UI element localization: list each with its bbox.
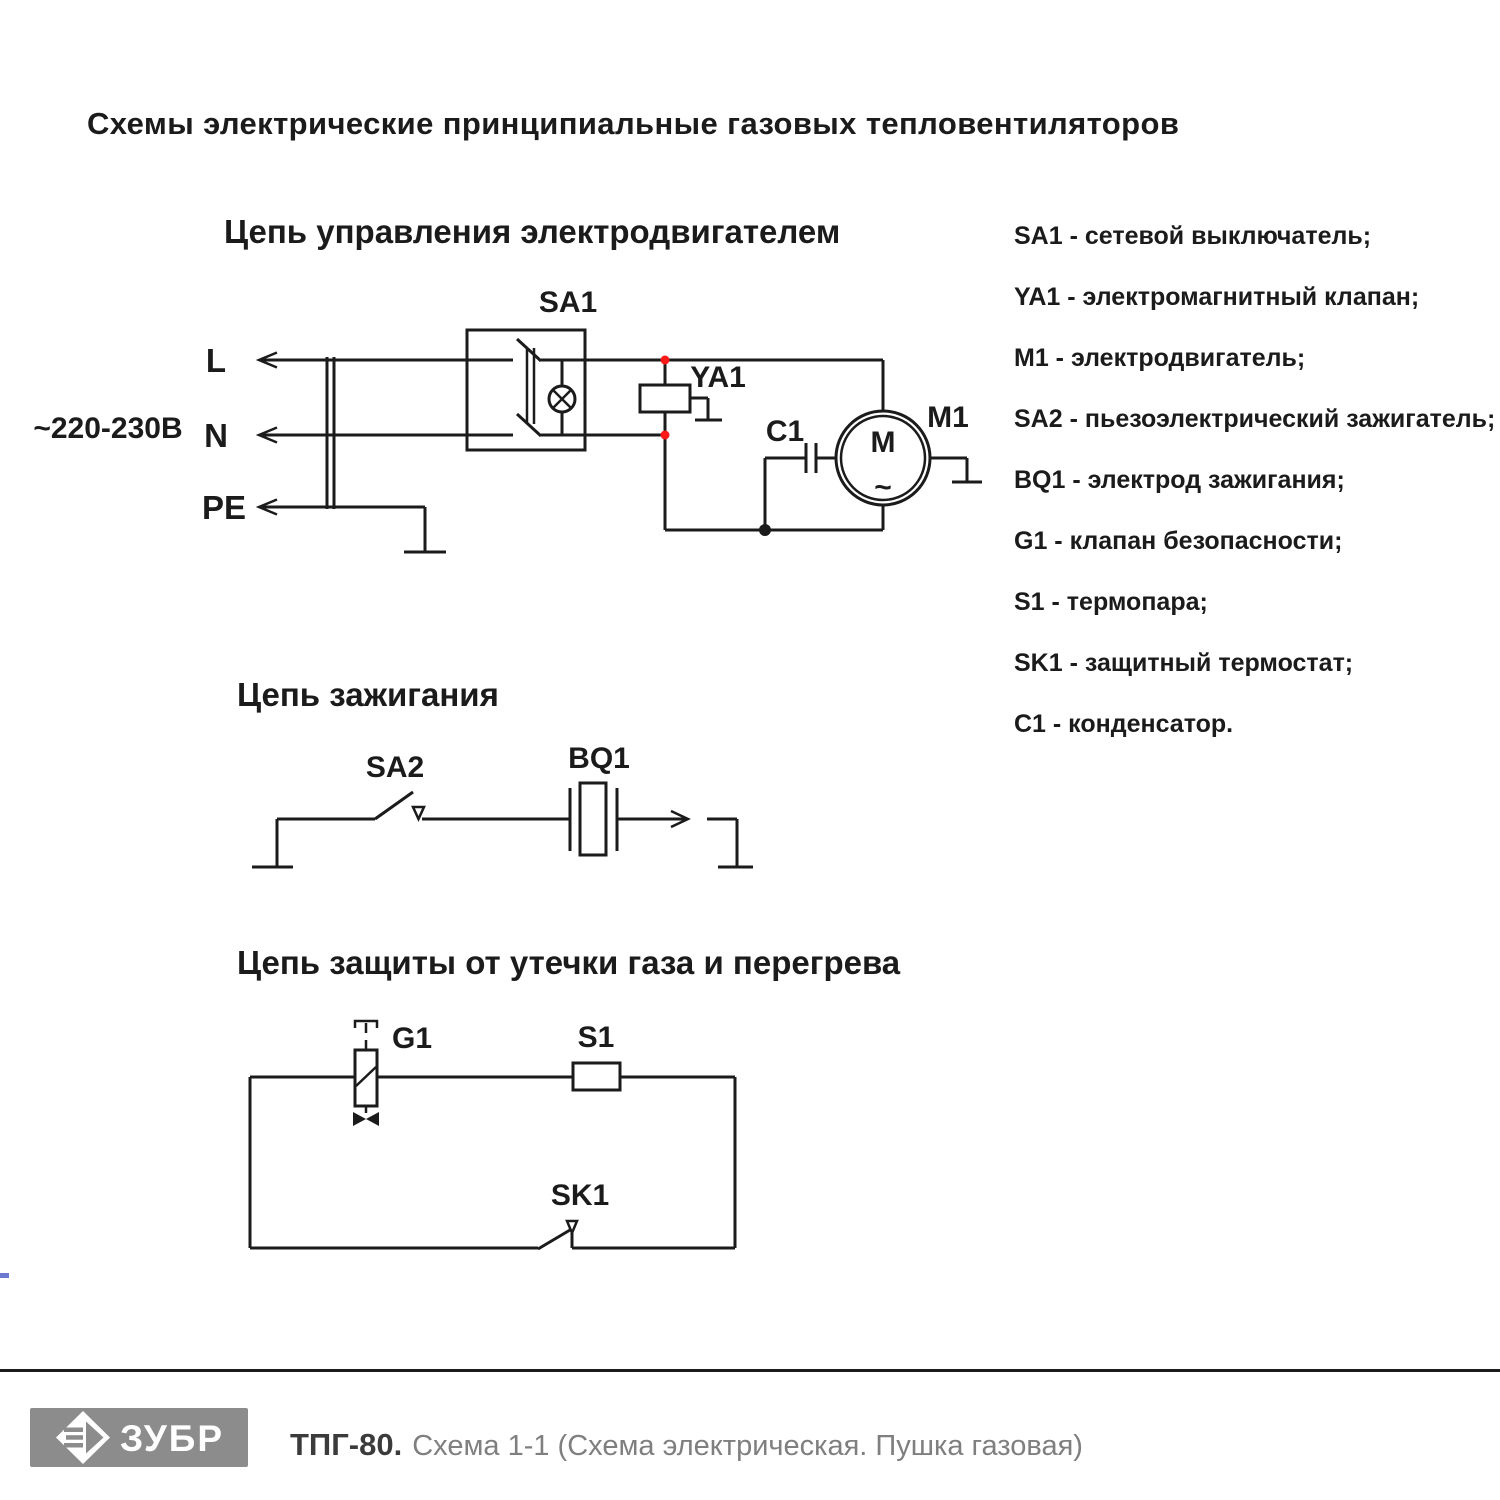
legend-item-c1: C1 - конденсатор.: [1014, 710, 1234, 738]
c1-branch: [765, 458, 806, 530]
terminal-label-n: N: [204, 417, 228, 454]
logo-bar-1: [64, 1428, 83, 1433]
section-title-protection: Цепь защиты от утечки газа и перегрева: [237, 944, 901, 981]
bq1-label: BQ1: [568, 742, 630, 775]
sa2-blade: [375, 792, 413, 819]
legend-item-g1: G1 - клапан безопасности;: [1014, 527, 1343, 555]
junction-dot-red-top: [661, 356, 670, 365]
ya1-chassis-ground: [690, 398, 722, 420]
sa2-contact-triangle: [413, 807, 424, 819]
ya1-coil-box: [640, 385, 690, 412]
sk1-blade: [538, 1230, 570, 1249]
c1-capacitor-plates: [806, 443, 816, 473]
loop-bottom-right-wire: [572, 1233, 735, 1248]
legend-item-sa2: SA2 - пьезоэлектрический зажигатель;: [1014, 405, 1496, 433]
motor-chassis-ground: [930, 458, 982, 482]
left-terminal-ground: [252, 819, 375, 867]
right-terminal-ground: [707, 819, 753, 867]
bq1-piezo-body: [580, 783, 606, 855]
zubr-logo: [30, 1408, 248, 1467]
loop-top-right-wire: [620, 1077, 735, 1248]
scheme-caption: Схема 1-1 (Схема электрическая. Пушка газовая): [412, 1430, 1083, 1462]
sa1-lamp-cross: [553, 390, 571, 408]
s1-thermocouple-box: [573, 1063, 620, 1090]
sa2-label: SA2: [365, 751, 425, 784]
legend-item-sa1: SA1 - сетевой выключатель;: [1014, 222, 1372, 250]
legend-item-sk1: SK1 - защитный термостат;: [1014, 649, 1354, 677]
sa1-label: SA1: [538, 286, 598, 319]
motor-m-letter: M: [870, 426, 896, 459]
voltage-label: ~220-230В: [33, 412, 183, 445]
g1-label: G1: [391, 1022, 433, 1055]
section-title-motor-control: Цепь управления электродвигателем: [224, 213, 841, 250]
model-label: ТПГ-80.: [290, 1427, 403, 1462]
sa1-linkage: [527, 348, 534, 424]
logo-bar-3: [64, 1443, 83, 1448]
junction-dot-red-bottom: [661, 431, 670, 440]
section-title-ignition: Цепь зажигания: [237, 676, 499, 713]
legend-item-s1: S1 - термопара;: [1014, 588, 1208, 616]
pe-ground-symbol: [404, 507, 446, 552]
g1-valve-bowtie-icon: [353, 1112, 379, 1126]
logo-bar-2: [66, 1435, 83, 1440]
ignition-circuit: [252, 742, 753, 867]
sa1-bottom-blade: [517, 414, 541, 436]
m1-label: M1: [927, 401, 969, 434]
footer-separator: [0, 1369, 1500, 1372]
page-title: Схемы электрические принципиальные газовых тепловентиляторов: [87, 106, 1180, 141]
connector-marks: [327, 357, 334, 509]
s1-label: S1: [577, 1021, 615, 1054]
terminal-label-pe: PE: [201, 489, 247, 526]
legend-item-m1: M1 - электродвигатель;: [1014, 344, 1306, 372]
zubr-logo-graphic: [30, 1408, 248, 1467]
legend-item-bq1: BQ1 - электрод зажигания;: [1014, 466, 1345, 494]
sa1-top-blade: [517, 339, 541, 361]
footer-caption-line: [290, 1427, 1083, 1463]
bottom-rail: [665, 505, 883, 530]
logo-brand-text: ЗУБР: [120, 1418, 225, 1459]
motor-control-circuit: [33, 286, 982, 552]
sk1-label: SK1: [550, 1179, 610, 1212]
legend-item-ya1: YA1 - электромагнитный клапан;: [1014, 283, 1420, 311]
edge-artifact: [0, 1273, 9, 1278]
junction-dot-black: [759, 524, 771, 536]
motor-ac-symbol: ~: [874, 471, 892, 504]
terminal-label-l: L: [205, 342, 227, 379]
protection-circuit: [250, 1021, 735, 1249]
ya1-label: YA1: [690, 361, 746, 394]
bq1-plates: [570, 788, 617, 851]
c1-label: C1: [765, 415, 805, 448]
